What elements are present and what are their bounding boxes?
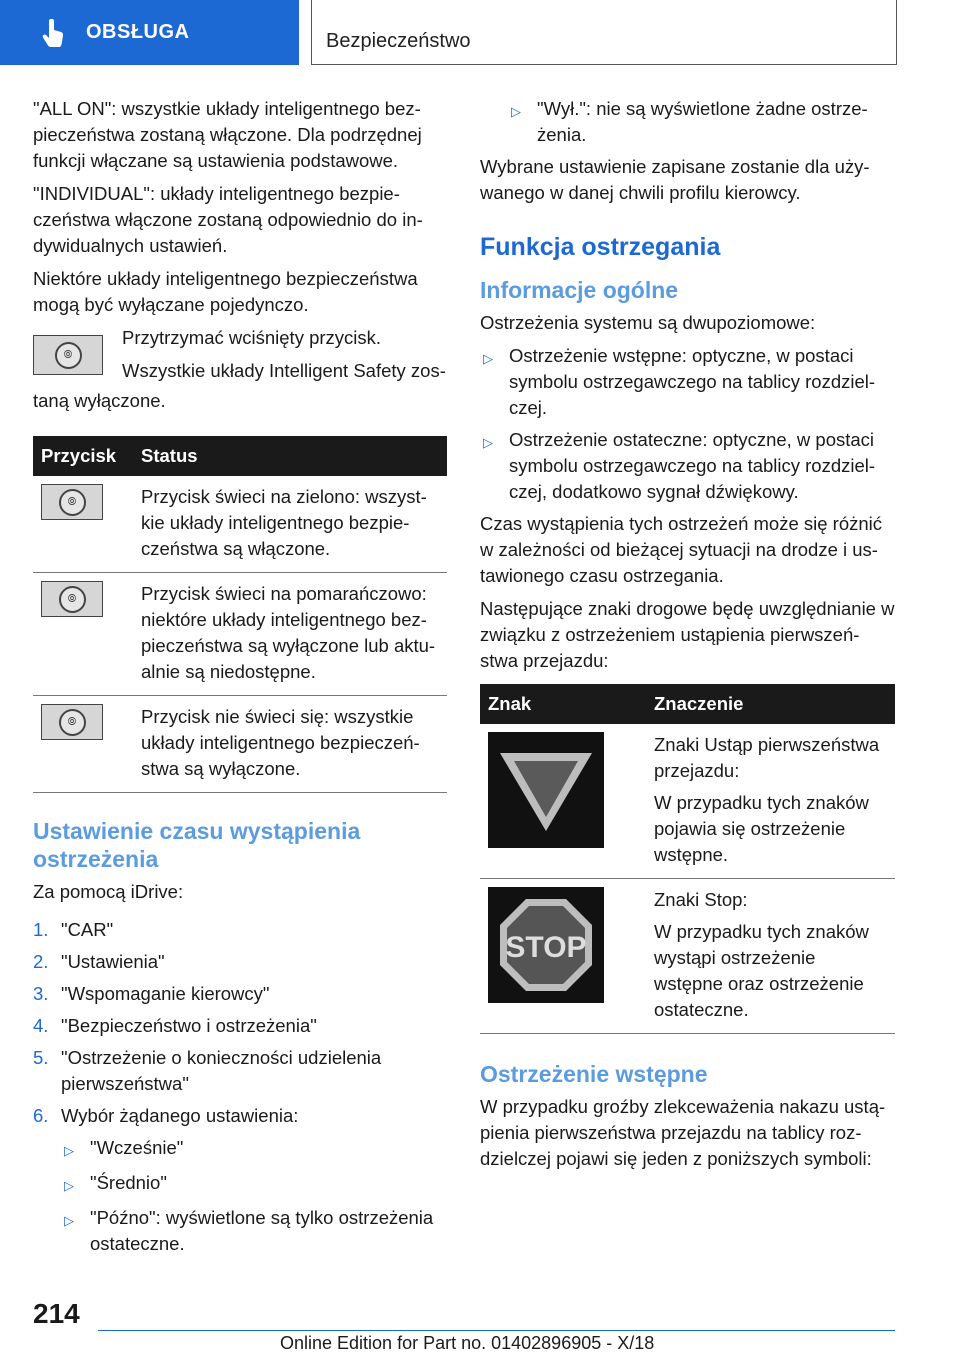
left-column <box>33 96 447 1263</box>
individual-paragraph: "INDIVIDUAL": układy inteligentnego bezpie-czeństwa włączone zostaną odpowiednio do in-dywidualnych ustawień. <box>33 183 423 256</box>
heading-warning-time: Ustawienie czasu wystąpienia ostrzeżenia <box>33 818 361 872</box>
button-status-table <box>33 436 447 793</box>
list-item: ▷ "Średnio" <box>61 1170 447 1199</box>
list-item: 6. Wybór żądanego ustawienia: <box>33 1105 299 1126</box>
press-note-a: Wszystkie układy Intelligent Safety zos- <box>122 360 446 381</box>
steps-list <box>33 917 447 1257</box>
safety-button-image <box>41 581 103 617</box>
section-label: OBSŁUGA <box>86 21 190 43</box>
topic-box <box>311 0 897 65</box>
col-header-button: Przycisk <box>33 436 133 476</box>
triangle-bullet-icon: ▷ <box>64 1178 74 1193</box>
list-item: ▷ Ostrzeżenie wstępne: optyczne, w postaci symbolu ostrzegawczego na tablicy rozdziel-czej. <box>480 343 895 421</box>
press-instruction <box>33 325 447 384</box>
table-row: Znaki Ustąp pierwszeństwa przejazdu: W przypadku tych znaków pojawia się ostrzeżenie wstępne. <box>480 724 895 879</box>
list-item: 2. "Ustawienia" <box>33 951 165 972</box>
section-tab <box>0 0 299 65</box>
table-row <box>33 573 447 696</box>
footer-divider <box>98 1330 895 1331</box>
hand-pointer-icon <box>40 19 66 47</box>
heading-pre-warning: Ostrzeżenie wstępne <box>480 1061 708 1087</box>
list-item: 5. "Ostrzeżenie o konieczności udzielenia pierwszeństwa" <box>33 1047 382 1094</box>
idrive-intro: Za pomocą iDrive: <box>33 881 184 902</box>
safety-button-icon: ⦾ <box>59 489 86 516</box>
triangle-bullet-icon: ▷ <box>64 1143 74 1158</box>
list-item: ▷ "Późno": wyświetlone są tylko ostrzeżenia ostateczne. <box>61 1205 447 1257</box>
all-on-paragraph: "ALL ON": wszystkie układy inteligentnego bez-pieczeństwa zostaną włączone. Dla podrzędnej funkcji włączane są ustawienia podstawowe. <box>33 98 422 171</box>
list-item: ▷ "Wcześnie" <box>61 1135 447 1164</box>
col-header-status: Status <box>133 436 447 476</box>
safety-button-image <box>41 484 103 520</box>
triangle-bullet-icon: ▷ <box>511 104 521 119</box>
safety-button-icon: ⦾ <box>59 586 86 613</box>
list-item: 1. "CAR" <box>33 919 114 940</box>
heading-warning-function: Funkcja ostrzegania <box>480 233 721 261</box>
press-text: Przytrzymać wciśnięty przycisk. <box>122 327 382 348</box>
pre-warning-paragraph: W przypadku groźby zlekceważenia nakazu ustą-pienia pierwszeństwa przejazdu na tablicy roz-dzielczej pojawi się jeden z poniższych symboli: <box>480 1096 886 1169</box>
table-row <box>33 696 447 793</box>
status-text: Przycisk nie świeci się: wszystkie układy inteligentnego bezpieczeń-stwa są wyłączone. <box>133 696 447 793</box>
safety-button-icon: ⦾ <box>55 342 82 369</box>
options-list <box>33 1135 447 1257</box>
list-item: ▷ Ostrzeżenie ostateczne: optyczne, w postaci symbolu ostrzegawczego na tablicy rozdziel-czej, dodatkowo sygnał dźwiękowy. <box>480 427 895 505</box>
two-level-text: Ostrzeżenia systemu są dwupoziomowe: <box>480 312 816 333</box>
heading-general-info: Informacje ogólne <box>480 277 679 303</box>
status-text: Przycisk świeci na pomarańczowo: niektóre układy inteligentnego bez-pieczeństwa są wyłączone lub aktu-alnie są niedostępne. <box>133 573 447 696</box>
stop-sign-image <box>488 887 604 1003</box>
individual-disable-paragraph: Niektóre układy inteligentnego bezpieczeństwa mogą być wyłączane pojedynczo. <box>33 268 418 315</box>
levels-list <box>480 343 895 505</box>
signs-intro: Następujące znaki drogowe będę uwzględnianie w związku z ostrzeżeniem ustąpienia pierwszeń-stwa przejazdu: <box>480 598 895 671</box>
list-item: 3. "Wspomaganie kierowcy" <box>33 983 270 1004</box>
right-column <box>480 96 895 1179</box>
press-note-b: taną wyłączone. <box>33 390 166 411</box>
table-row <box>33 476 447 573</box>
yield-sign-icon <box>496 745 596 835</box>
saved-paragraph: Wybrane ustawienie zapisane zostanie dla uży-wanego w danej chwili profilu kierowcy. <box>480 156 870 203</box>
triangle-bullet-icon: ▷ <box>64 1213 74 1228</box>
table-row: STOP Znaki Stop: W przypadku tych znaków wystąpi ostrzeżenie wstępne oraz ostrzeżenie ostateczne. <box>480 879 895 1034</box>
col-header-meaning: Znaczenie <box>646 684 895 724</box>
timing-paragraph: Czas wystąpienia tych ostrzeżeń może się różnić w zależności od bieżącej sytuacji na drodze i us-tawionego czasu ostrzegania. <box>480 513 883 586</box>
safety-button-image <box>41 704 103 740</box>
col-header-sign: Znak <box>480 684 646 724</box>
list-item: 4. "Bezpieczeństwo i ostrzeżenia" <box>33 1015 317 1036</box>
edition-text: Online Edition for Part no. 01402896905 - X/18 <box>280 1333 655 1353</box>
topic-label: Bezpieczeństwo <box>326 30 471 52</box>
signs-table <box>480 684 895 1034</box>
safety-button-icon: ⦾ <box>59 709 86 736</box>
triangle-bullet-icon: ▷ <box>483 351 493 366</box>
stop-sign-icon <box>496 895 596 995</box>
svg-text:STOP: STOP <box>505 931 587 964</box>
triangle-bullet-icon: ▷ <box>483 435 493 450</box>
yield-sign-image <box>488 732 604 848</box>
safety-button-image <box>33 335 103 375</box>
page-number: 214 <box>33 1298 80 1329</box>
list-item: ▷ "Wył.": nie są wyświetlone żadne ostrze-żenia. <box>508 96 895 148</box>
status-text: Przycisk świeci na zielono: wszyst-kie układy inteligentnego bezpie-czeństwa są włączone. <box>133 476 447 573</box>
